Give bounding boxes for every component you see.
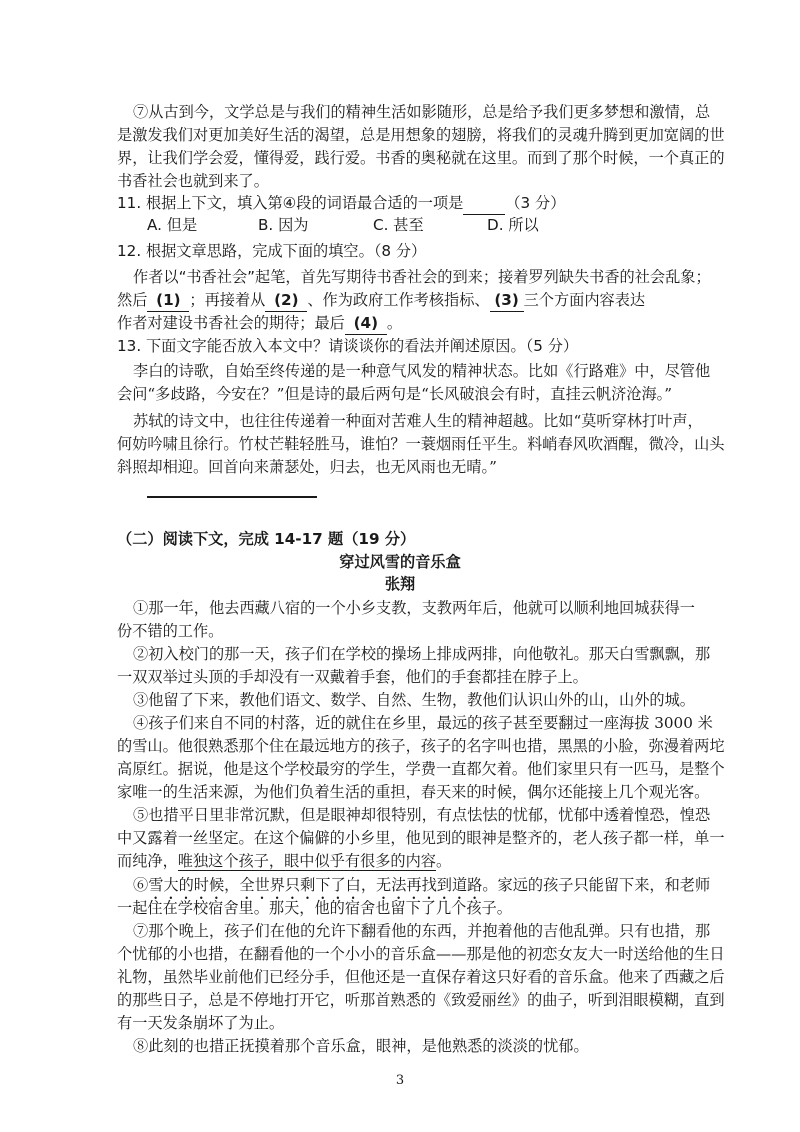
option-a[interactable]: A. 但是 (147, 216, 198, 234)
text-segment: 然后 (117, 291, 148, 309)
text-segment: 、作为政府工作考核指标、 (307, 291, 490, 309)
quoted-text-line: 会问“多歧路，今安在？”但是诗的最后两句是“长风破浪会有时，直挂云帆济沧海。” (117, 385, 673, 403)
page-number: 3 (395, 1073, 405, 1088)
question-12-fill-line (117, 312, 402, 335)
answer-blank[interactable] (463, 192, 505, 215)
text-segment: 三个方面内容表达 (523, 291, 646, 309)
story-line: 有一天发条崩坏了为止。 (117, 1014, 285, 1032)
quoted-text-line: 斜照却相迎。回首向来萧瑟处，归去，也无风雨也无晴。” (117, 458, 497, 476)
quoted-text-line: 苏轼的诗文中，也往往传递着一种面对苦难人生的精神超越。比如“莫听穿林打叶声， (133, 412, 703, 430)
blank-2[interactable]: (2) (265, 289, 307, 312)
story-author: 张翔 (384, 575, 416, 593)
story-line: ②初入校门的那一天，孩子们在学校的操场上排成两排，向他敬礼。那天白雪飘飘，那 (133, 645, 711, 663)
story-line: 的那些日子，总是不停地打开它，听那首熟悉的《致爱丽丝》的曲子，听到泪眼模糊，直到 (117, 991, 725, 1009)
section-heading: （二）阅读下文，完成 14-17 题（19 分） (117, 530, 416, 548)
story-line: ④孩子们来自不同的村落，近的就住在乡里，最远的孩子甚至要翻过一座海拔 3000 米 (133, 714, 713, 732)
question-11-stem: 11. 根据上下文，填入第④段的词语最合适的一项是 (117, 194, 464, 212)
question-12-fill-line (117, 289, 645, 312)
text-segment: 作者对建设书香社会的期待；最后 (117, 314, 345, 332)
story-line: 一双双举过头顶的手却没有一双戴着手套，他们的手套都挂在脖子上。 (117, 668, 588, 686)
option-d[interactable]: D. 所以 (487, 216, 539, 234)
text-segment: 。家远的孩子只能留下来，和老师 (482, 876, 711, 894)
story-line (117, 850, 451, 872)
text-segment: 。 (435, 852, 452, 870)
story-line: 中又露着一丝坚定。在这个偏僻的小乡里，他见到的眼神是整齐的，老人孩子都一样，单一 (117, 829, 725, 847)
passage-line: ⑦从古到今，文学总是与我们的精神生活如影随形，总是给予我们更多梦想和激情，总 (133, 103, 711, 121)
story-line: ③他留了下来，教他们语文、数学、自然、生物，教他们认识山外的山，山外的城。 (133, 691, 695, 709)
text-segment: ⑥ (133, 876, 149, 894)
blank-1[interactable]: (1) (147, 289, 189, 312)
question-13-stem: 13. 下面文字能否放入本文中？请谈谈你的看法并阐述原因。（5 分） (117, 337, 579, 355)
quoted-text-line: 何妨吟啸且徐行。竹杖芒鞋轻胜马，谁怕？一蓑烟雨任平生。料峭春风吹酒醒，微冷，山头 (117, 435, 725, 453)
story-line: ⑦那个晚上，孩子们在他的允许下翻看他的东西，并抱着他的吉他乱弹。只有也措，那 (133, 922, 711, 940)
text-segment: 而纯净， (117, 852, 178, 870)
story-line: 一起住在学校宿舍里。那天，他的宿舍也留下了几个孩子。 (117, 899, 512, 917)
passage-line: 界，让我们学会爱，懂得爱，践行爱。书香的奥秘就在这里。而到了那个时候，一个真正的 (117, 149, 725, 167)
option-c[interactable]: C. 甚至 (373, 216, 424, 234)
blank-3[interactable]: (3) (490, 289, 524, 312)
question-score: （3 分） (505, 194, 566, 212)
option-b[interactable]: B. 因为 (258, 216, 309, 234)
passage-line: 是激发我们对更加美好生活的渴望，总是用想象的翅膀，将我们的灵魂升腾到更加宽阔的世 (117, 126, 725, 144)
quoted-text-line: 李白的诗歌，自始至终传递的是一种意气风发的精神状态。比如《行路难》中，尽管他 (133, 362, 711, 380)
dotted-sentence: 雪大的时候，全世界只剩下了白，无法再找到道路 (148, 876, 483, 894)
story-line: ⑤也措平日里非常沉默，但是眼神却很特别，有点怯怯的忧郁，忧郁中透着惶恐，惶恐 (133, 806, 711, 824)
question-12-stem: 12. 根据文章思路，完成下面的填空。（8 分） (117, 242, 427, 260)
question-stem (117, 192, 565, 215)
story-line: 个忧郁的小也措，在翻看他的一个小小的音乐盒——那是他的初恋女友大一时送给他的生日 (117, 945, 725, 963)
underlined-sentence: 唯独这个孩子，眼中似乎有很多的内容 (177, 852, 436, 870)
story-line: 家唯一的生活来源，为他们负着生活的重担，春天来的时候，偶尔还能接上几个观光客。 (117, 783, 710, 801)
story-line: 的雪山。他很熟悉那个住在最远地方的孩子，孩子的名字叫也措，黑黑的小脸，弥漫着两坨 (117, 737, 725, 755)
blank-4[interactable]: (4) (345, 312, 387, 335)
story-title: 穿过风雪的音乐盒 (339, 553, 461, 571)
story-line: 份不错的工作。 (117, 622, 224, 640)
story-line: 礼物，虽然毕业前他们已经分手，但他还是一直保存着这只好看的音乐盒。他来了西藏之后 (117, 968, 725, 986)
passage-line: 书香社会也就到来了。 (117, 172, 269, 190)
text-segment: 。 (386, 314, 402, 332)
story-line: ⑧此刻的也措正抚摸着那个音乐盒，眼神，是他熟悉的淡淡的忧郁。 (133, 1037, 589, 1055)
story-line: ①那一年，他去西藏八宿的一个小乡支教，支教两年后，他就可以顺利地回城获得一 (133, 599, 695, 617)
answer-line[interactable] (147, 496, 317, 498)
question-12-line: 作者以“书香社会”起笔，首先写期待书香社会的到来；接着罗列缺失书香的社会乱象； (133, 268, 711, 286)
text-segment: ；再接着从 (189, 291, 266, 309)
story-line: 高原红。据说，他是这个学校最穷的学生，学费一直都欠着。他们家里只有一匹马，是整个 (117, 760, 725, 778)
